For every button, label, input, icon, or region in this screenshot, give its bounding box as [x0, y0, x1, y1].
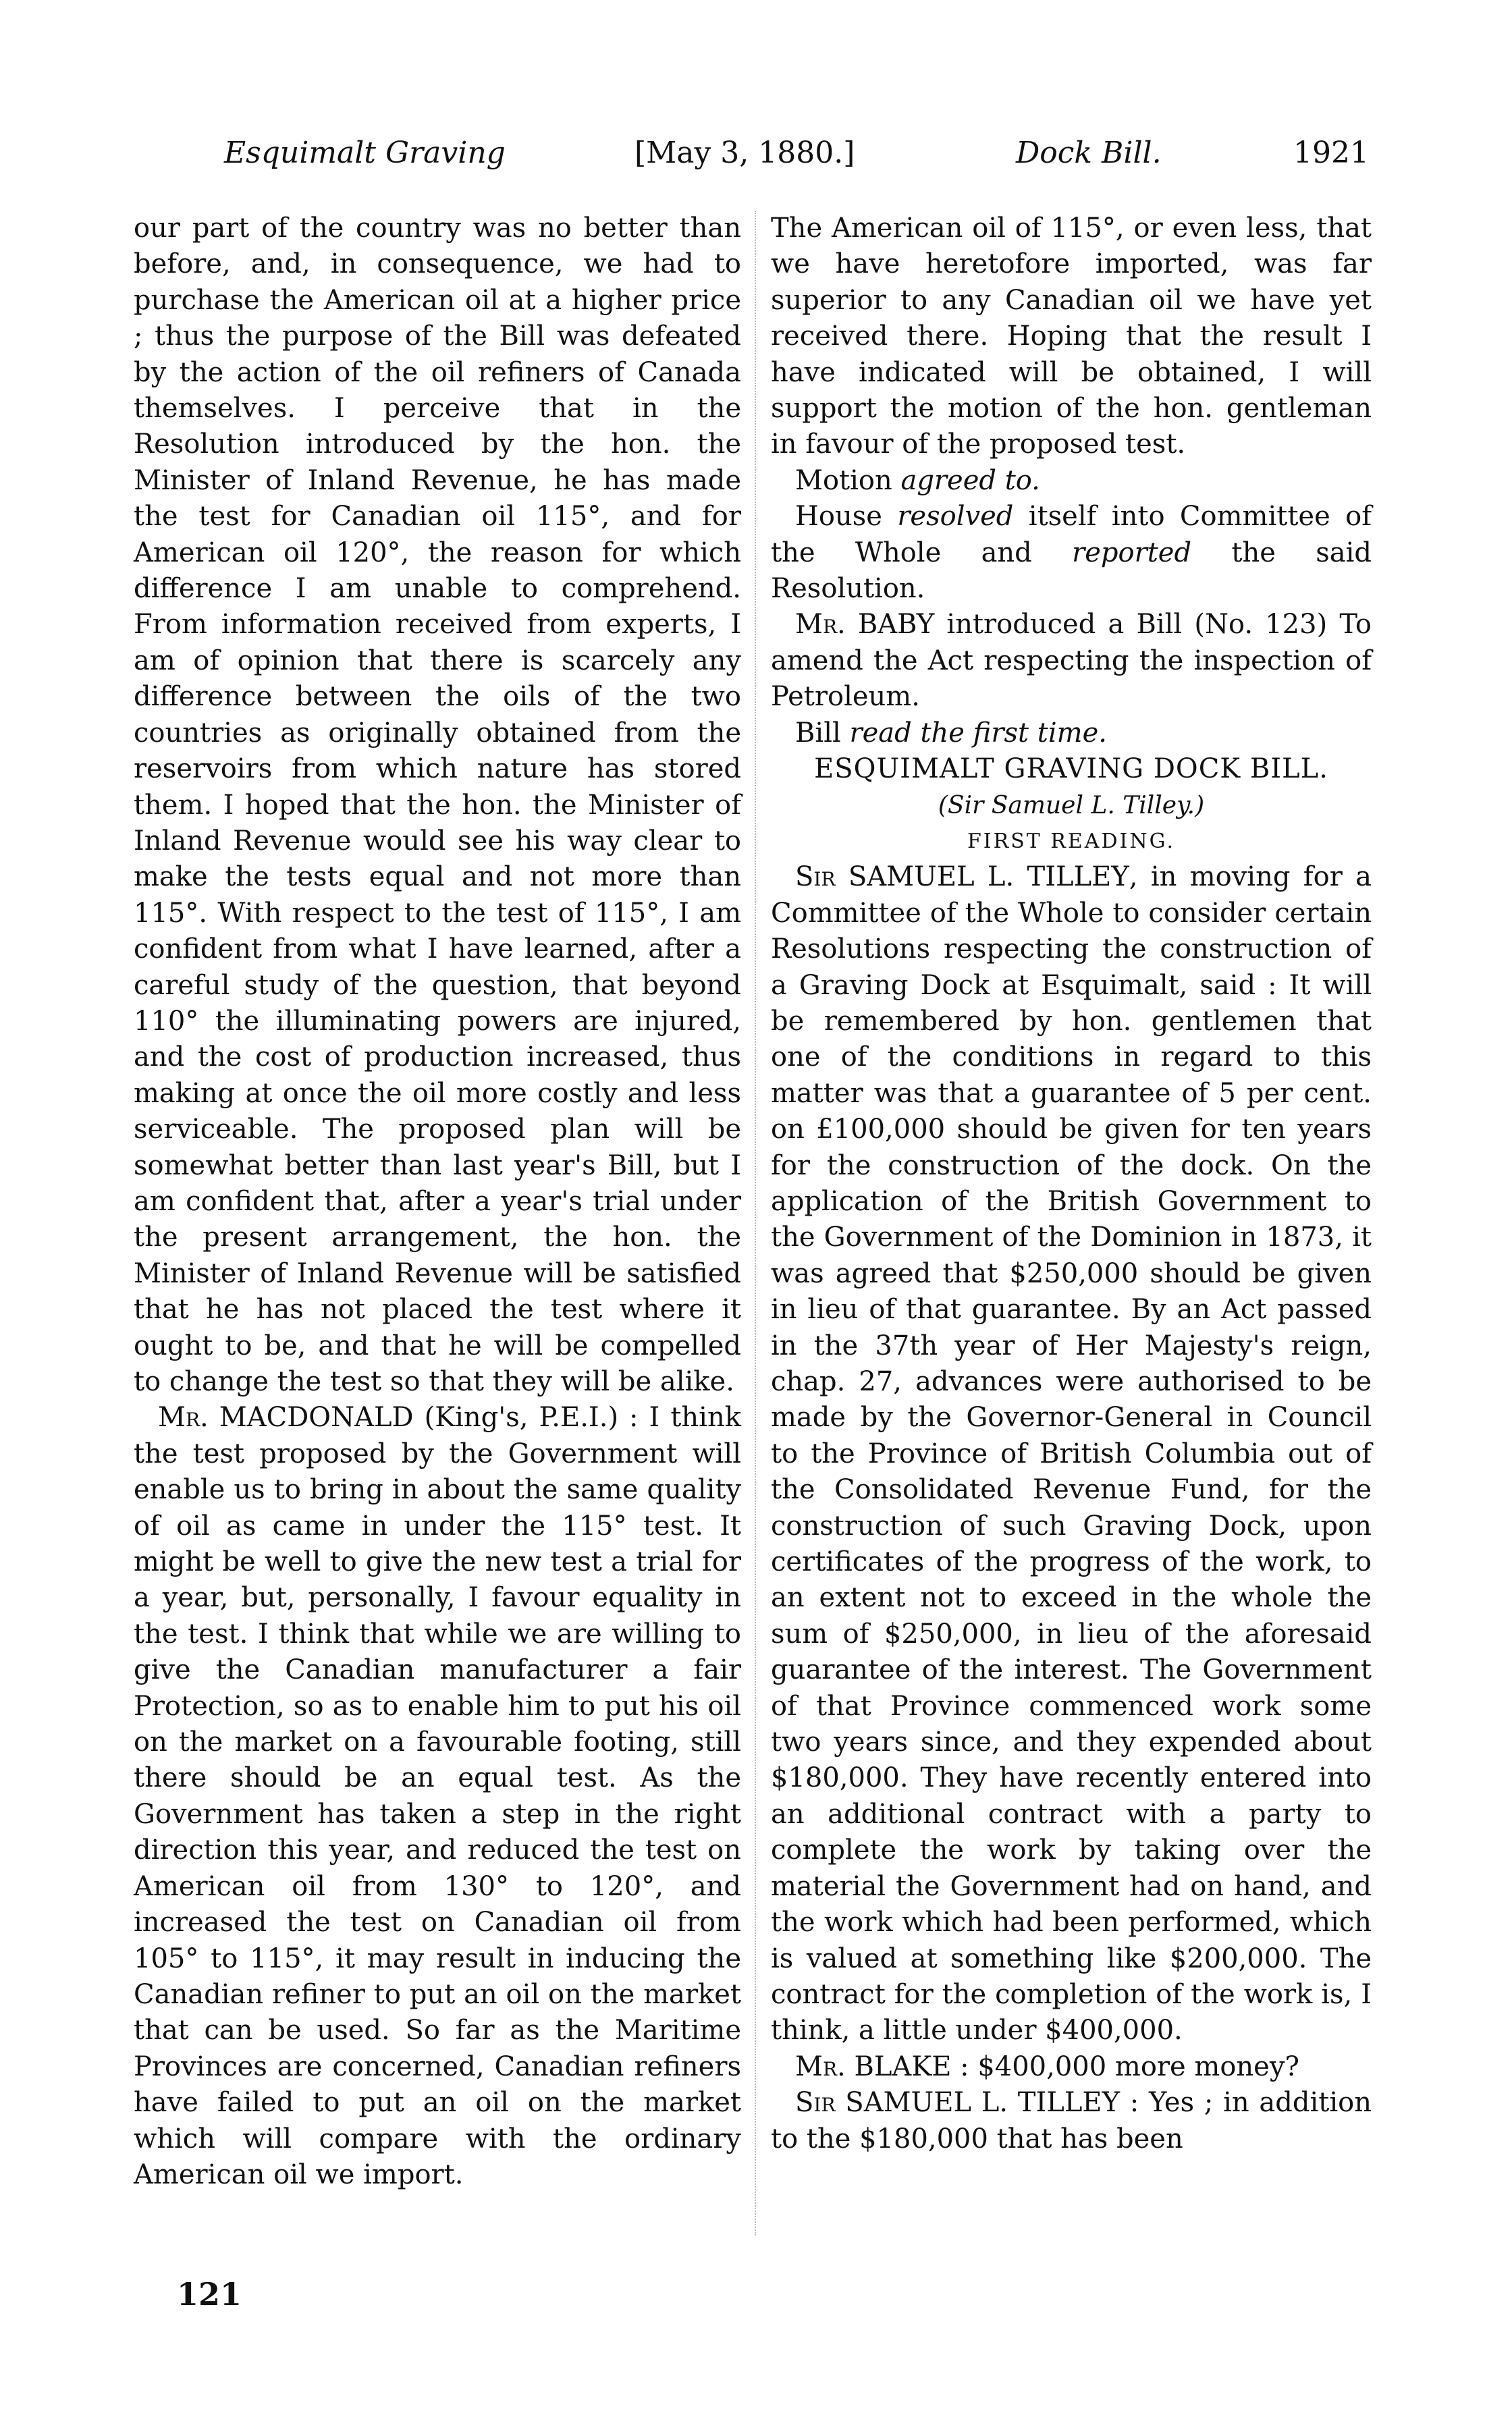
signature-mark: 121 — [177, 2276, 242, 2312]
motion-line — [771, 463, 1372, 499]
speaker-baby: Mr. BABY — [795, 609, 935, 641]
baby-text: introduced a Bill (No. 123) To amend the Act respecting the inspection of Petroleum. — [771, 609, 1372, 713]
right-column — [771, 211, 1372, 2157]
running-header — [0, 130, 1512, 177]
left-paragraph-1: our part of the country was no better than before, and, in consequence, we had to purchase the American oil at a higher price ; thus the purpose of the Bill was defeated by the action of the oil refiners of Canada themselves. I perceive that in the Resolution introduced by the hon. the Minister of Inland Revenue, he has made the test for Canadian oil 115°, and for American oil 120°, the reason for which difference I am unable to comprehend. From information received from experts, I am of opinion that there is scarcely any difference between the oils of the two countries as originally obtained from the reservoirs from which nature has stored them. I hoped that the hon. the Minister of Inland Revenue would see his way clear to make the tests equal and not more than 115°. With respect to the test of 115°, I am confident from what I have learned, after a careful study of the question, that beyond 110° the illuminating powers are injured, and the cost of production increased, thus making at once the oil more costly and less serviceable. The proposed plan will be somewhat better than last year's Bill, but I am confident that, after a year's trial under the present arrangement, the hon. the Minister of Inland Revenue will be satisfied that he has not placed the test where it ought to be, and that he will be compelled to change the test so that they will be alike. — [134, 213, 741, 1397]
tilley2-paragraph — [771, 2085, 1372, 2157]
header-left-title: Esquimalt Graving — [224, 136, 506, 170]
section-sub-heading: (Sir Samuel L. Tilley.) — [938, 791, 1205, 819]
page-number: 1921 — [1293, 136, 1369, 170]
speaker-macdonald: Mr. MACDONALD — [158, 1402, 414, 1434]
section-reading: FIRST READING. — [967, 829, 1176, 853]
bill-italic: read the first time. — [849, 717, 1107, 749]
bill-prefix: Bill — [795, 717, 850, 749]
header-date: [May 3, 1880.] — [634, 136, 855, 170]
motion-prefix: Motion — [795, 464, 901, 496]
right-paragraph-1: The American oil of 115°, or even less, that we have heretofore imported, was far superior to any Canadian oil we have yet received there. Hoping that the result I have indicated will be obtained, I will support the motion of the hon. gentleman in favour of the proposed test. — [771, 213, 1372, 460]
macdonald-text: (King's, P.E.I.) : I think the test proposed by the Government will enable us to bring in about the same quality of oil as came in under the 115° test. It might be well to give the new test a trial for a year, but, personally, I favour equality in the test. I think that while we are willing to give the Canadian manufacturer a fair Protection, so as to enable him to put his oil on the market on a favourable footing, still there should be an equal test. As the Government has taken a step in the right direction this year, and reduced the test on American oil from 130° to 120°, and increased the test on Canadian oil from 105° to 115°, it may result in inducing the Canadian refiner to put an oil on the market that can be used. So far as the Maritime Provinces are concerned, Canadian refiners have failed to put an oil on the market which will compare with the ordinary American oil we import. — [134, 1402, 741, 2190]
house-part-5: the said Resolution. — [771, 537, 1372, 605]
blake-paragraph — [771, 2049, 1372, 2085]
section-heading: ESQUIMALT GRAVING DOCK BILL. — [814, 753, 1328, 785]
tilley-text: , in moving for a Committee of the Whole to consider certain Resolutions respecting the construction of a Graving Dock at Esquimalt, said : It will be remembered by hon. gentlemen that one of the conditions in regard to this matter was that a guarantee of 5 per cent. on £100,000 should be given for ten years for the construction of the dock. On the application of the British Government to the Government of the Dominion in 1873, it was agreed that $250,000 should be given in lieu of that guarantee. By an Act passed in the 37th year of Her Majesty's reign, chap. 27, advances were authorised to be made by the Governor-General in Council to the Province of British Columbia out of the Consolidated Revenue Fund, for the construction of such Graving Dock, upon certificates of the progress of the work, to an extent not to exceed in the whole the sum of $250,000, in lieu of the aforesaid guarantee of the interest. The Government of that Province commenced work some two years since, and they expended about $180,000. They have recently entered into an additional contract with a party to complete the work by taking over the material the Government had on hand, and the work which had been performed, which is valued at something like $200,000. The contract for the completion of the work is, I think, a little under $400,000. — [771, 861, 1372, 2046]
speaker-tilley: Sir SAMUEL L. TILLEY — [795, 861, 1129, 893]
left-column — [134, 211, 741, 2193]
house-part-1: House — [795, 501, 898, 533]
column-divider — [755, 211, 756, 2235]
header-right-title: Dock Bill. — [1016, 136, 1162, 170]
house-part-4: reported — [1072, 537, 1192, 568]
left-paragraph-macdonald — [134, 1400, 741, 2193]
house-paragraph — [771, 499, 1372, 607]
tilley2-text: : Yes ; in addition to the $180,000 that has been — [771, 2087, 1372, 2154]
house-part-3: itself into Committee of the Whole and — [771, 501, 1372, 568]
house-part-2: resolved — [897, 501, 1014, 533]
motion-italic: agreed to. — [900, 464, 1040, 496]
bill-line — [771, 715, 1372, 751]
tilley-paragraph — [771, 859, 1372, 2049]
speaker-tilley-2: Sir SAMUEL L. TILLEY — [795, 2087, 1120, 2119]
speaker-blake: Mr. BLAKE — [795, 2051, 952, 2082]
blake-text: : $400,000 more money? — [951, 2051, 1299, 2082]
baby-paragraph — [771, 607, 1372, 715]
